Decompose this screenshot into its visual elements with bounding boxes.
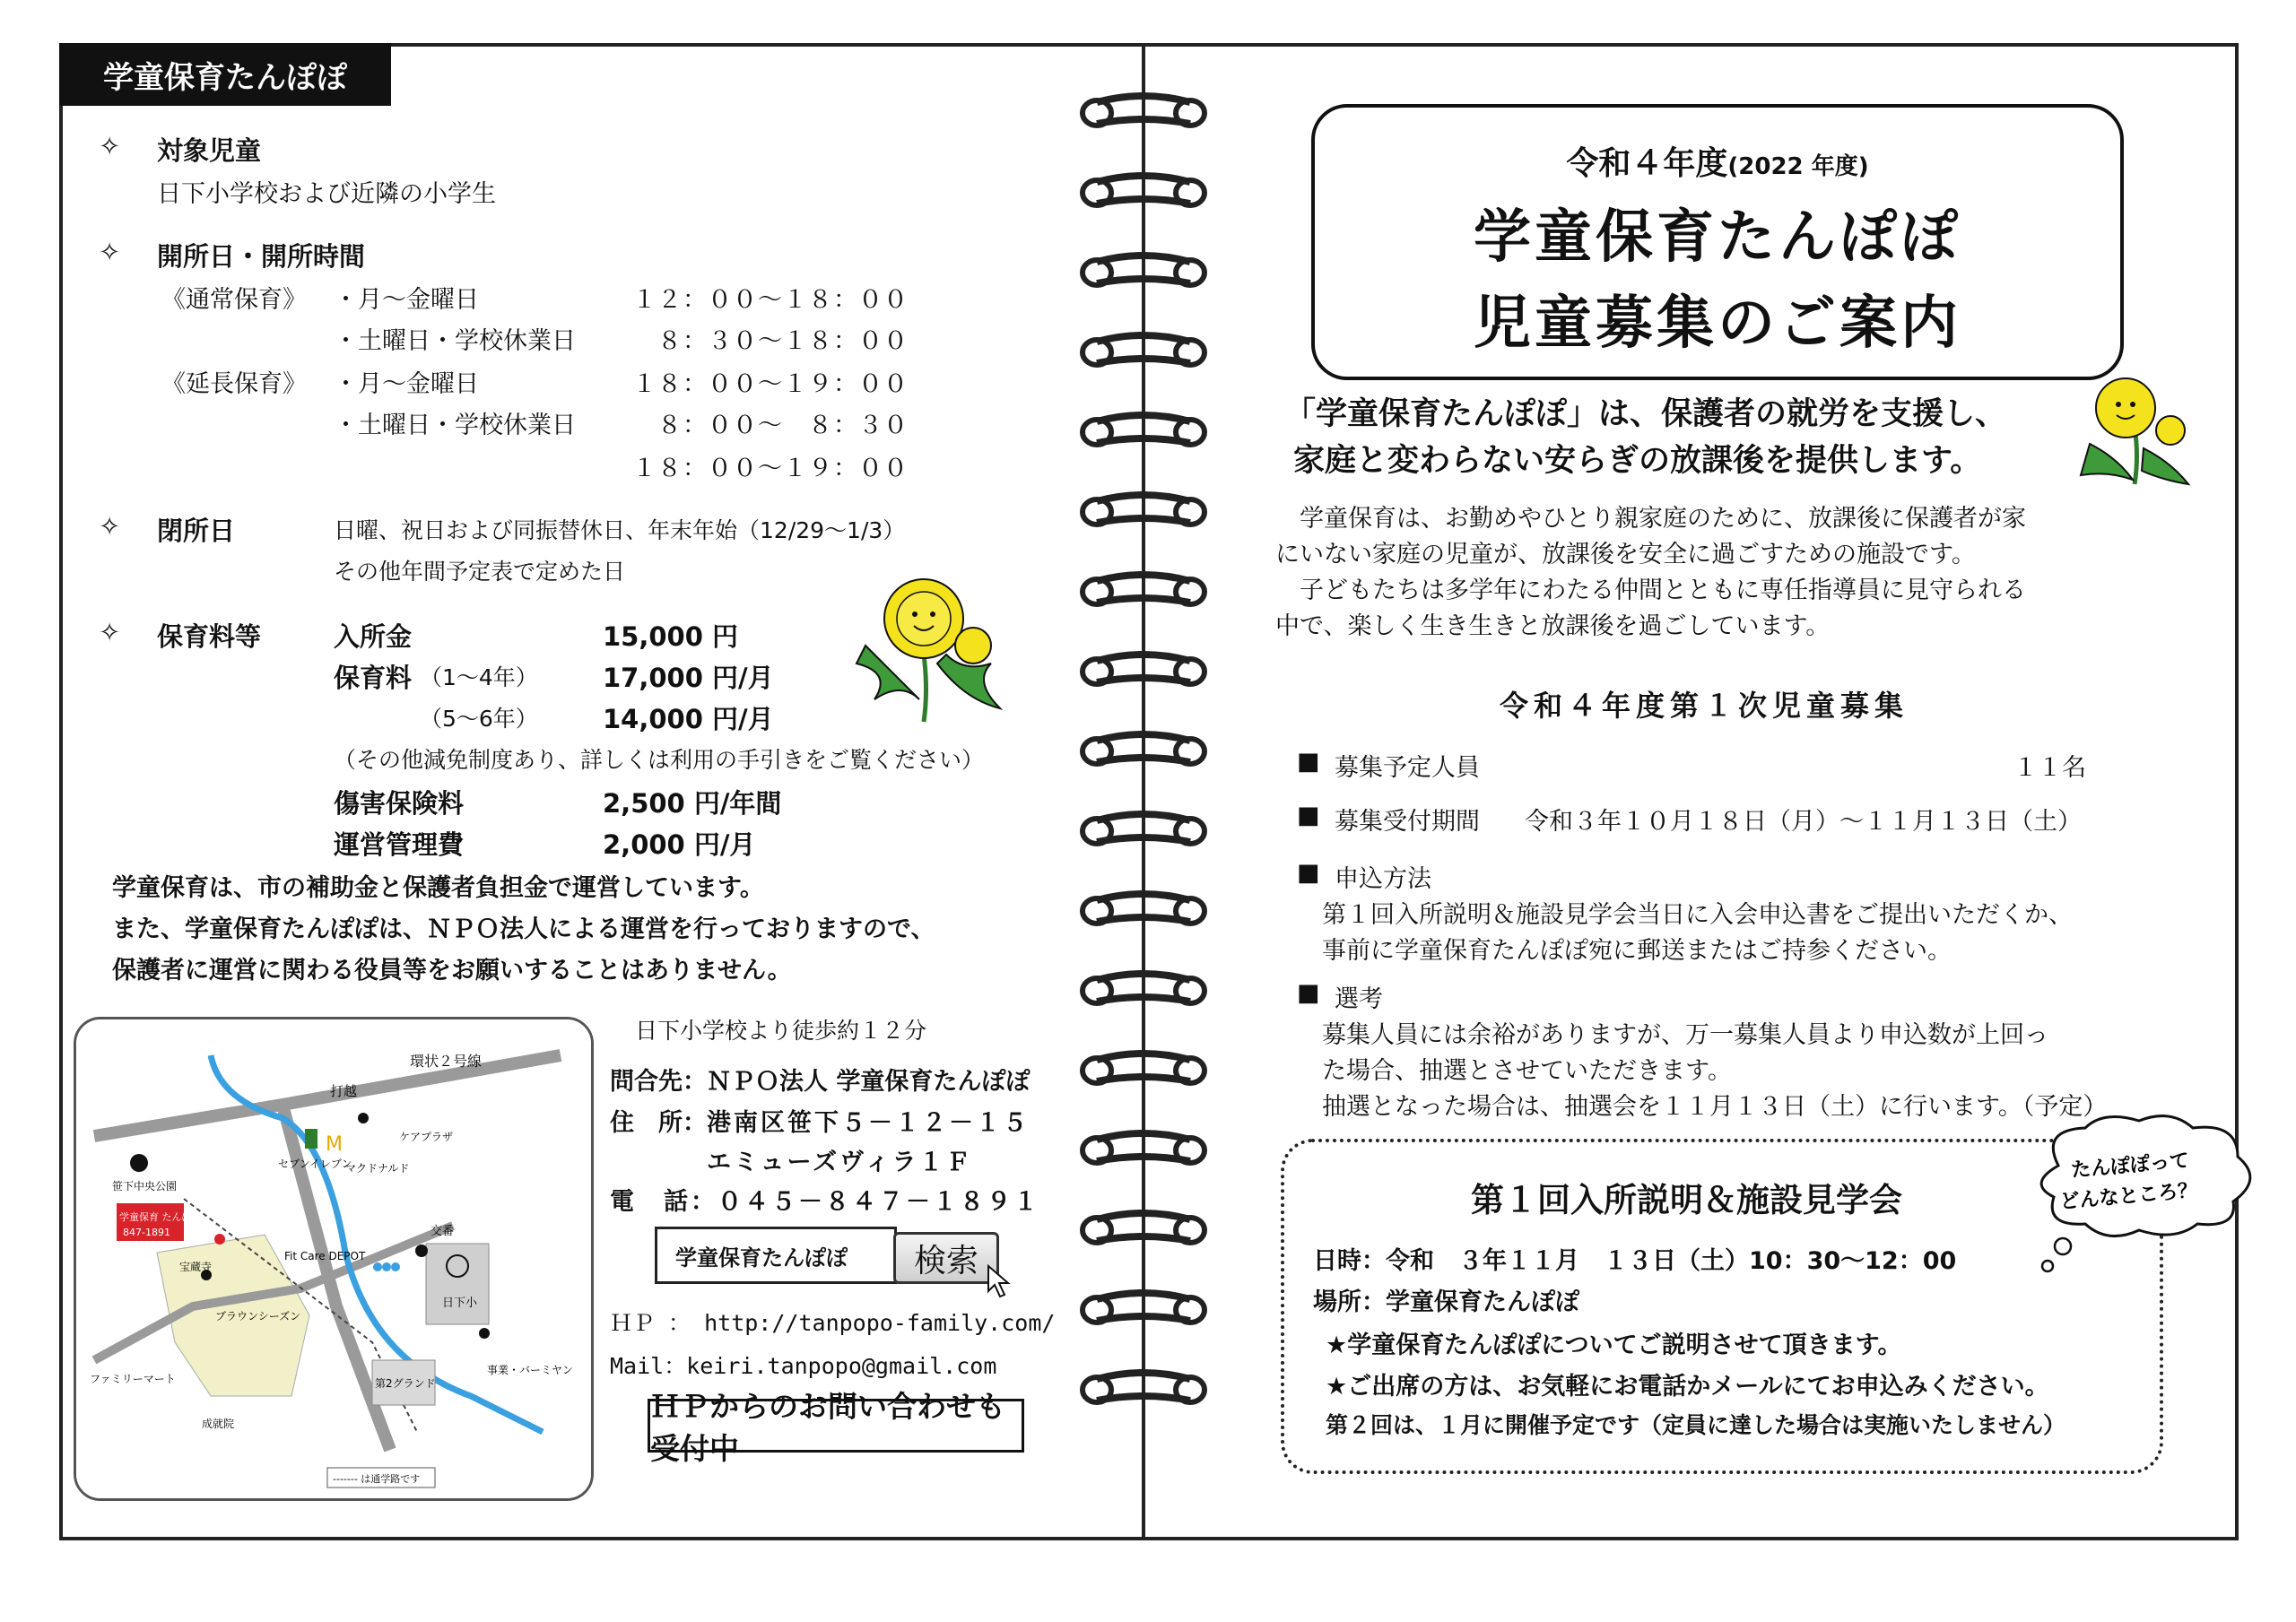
- map-label-brown: ブラウンシーズン: [215, 1310, 301, 1323]
- grade1-value: 17,000 円/月: [603, 663, 774, 693]
- admission-value: 15,000 円: [603, 621, 739, 652]
- hp-url[interactable]: ＨＰ ： http://tanpopo-family.com/: [610, 1310, 1056, 1336]
- map-label-ground: 第2グランド: [375, 1377, 436, 1390]
- title-box: [1311, 104, 2124, 380]
- grade2-label: （5～6年）: [420, 706, 538, 732]
- title-year-paren: (2022 年度): [1727, 153, 1869, 180]
- map-label-fitcare: Fit Care DEPOT: [284, 1250, 366, 1262]
- childcare-label: 保育料: [334, 663, 413, 693]
- contact-address1: 港南区笹下５－１２－１５: [707, 1109, 1030, 1137]
- hours-heading: 開所日・開所時間: [157, 241, 366, 272]
- closed-line2: その他年間予定表で定めた日: [334, 559, 626, 585]
- contact-address2: エミューズヴィラ１Ｆ: [707, 1149, 973, 1176]
- event-place: 場所：学童保育たんぽぽ: [1313, 1288, 1579, 1316]
- hours-time: １８：００～１９：００: [632, 370, 909, 398]
- grade2-value: 14,000 円/月: [603, 704, 774, 734]
- event-datetime: 日時：令和 ３年１１月 １３日（土）10：30～12：00: [1313, 1247, 1957, 1275]
- hours-day: ・土曜日・学校休業日: [334, 412, 576, 439]
- map-label-park: 笹下中央公園: [112, 1180, 178, 1193]
- intro-line: 子どもたちは多学年にわたる仲間とともに専任指導員に見守られる: [1275, 577, 2026, 604]
- selection-line: 募集人員には余裕がありますが、万一募集人員より申込数が上回っ: [1322, 1021, 2048, 1049]
- map-label-tanpopo: 学童保育 たんぽぽ: [119, 1211, 202, 1223]
- map-drawing: [76, 1019, 594, 1501]
- notice-line: 学童保育は、市の補助金と保護者負担金で運営しています。: [112, 874, 764, 902]
- map-label-temple2: 成就院: [202, 1418, 235, 1430]
- access-map: [74, 1017, 594, 1501]
- walk-time: 日下小学校より徒歩約１２分: [635, 1018, 927, 1044]
- bubble-line2: どんなところ？: [2058, 1179, 2199, 1214]
- capacity-value: １１名: [2013, 754, 2086, 782]
- map-label-temple1: 宝蔵寺: [179, 1261, 213, 1273]
- mail-address[interactable]: Mail：keiri.tanpopo@gmail.com: [610, 1353, 997, 1379]
- event-next: 第２回は、１月に開催予定です（定員に達した場合は実施いたしません）: [1326, 1412, 2066, 1438]
- search-input[interactable]: 学童保育たんぽぽ: [655, 1227, 897, 1284]
- map-label-tanpopo-tel: 847-1891: [123, 1227, 170, 1238]
- selection-line: た場合、抽選とさせていただきます。: [1322, 1057, 1732, 1085]
- map-label-junction: 打越: [330, 1083, 358, 1099]
- title-line1: 学童保育たんぽぽ: [1474, 204, 1961, 271]
- map-label-seven: セブンイレブン: [278, 1158, 352, 1170]
- period-value: 令和３年１０月１８日（月）～１１月１３日（土）: [1525, 808, 2082, 836]
- contact-tel: 電 話：０４５－８４７－１８９１: [610, 1188, 1040, 1216]
- method-line: 事前に学童保育たんぽぽ宛に郵送またはご持参ください。: [1322, 937, 1952, 965]
- map-legend: ------- は通学路です: [333, 1473, 421, 1485]
- speech-bubble: [2022, 1112, 2265, 1291]
- closed-line1: 日曜、祝日および同振替休日、年末年始（12/29～1/3）: [334, 517, 906, 543]
- contact-address-label: 住 所：: [610, 1109, 707, 1137]
- contact-inquiry: 問合先：ＮＰＯ法人 学童保育たんぽぽ: [610, 1068, 1031, 1096]
- bullet-icon: ✧: [99, 237, 121, 267]
- event-point1: ★学童保育たんぽぽについてご説明させて頂きます。: [1326, 1331, 1902, 1359]
- period-label: 募集受付期間: [1335, 808, 1480, 836]
- square-bullet-icon: ■: [1297, 979, 1320, 1007]
- header-tag: 学童保育たんぽぽ: [59, 43, 391, 106]
- management-value: 2,000 円/月: [603, 829, 756, 860]
- bullet-icon: ✧: [99, 131, 121, 161]
- extended-label: 《延長保育》: [161, 370, 307, 398]
- method-line: 第１回入所説明＆施設見学会当日に入会申込書をご提出いただくか、: [1322, 901, 2073, 929]
- hours-day: ・月～金曜日: [334, 286, 479, 314]
- insurance-label: 傷害保険料: [334, 788, 465, 819]
- hours-day: ・土曜日・学校休業日: [334, 327, 576, 355]
- recruit-heading: 令和４年度第１次児童募集: [1500, 689, 1909, 723]
- dandelion-illustration: [839, 565, 1018, 726]
- grade1-label: （1～4年）: [420, 664, 538, 690]
- closed-heading: 閉所日: [157, 516, 236, 546]
- hours-time: １２：００～１８：００: [632, 286, 909, 314]
- target-heading: 対象児童: [157, 135, 262, 166]
- hours-day: ・月～金曜日: [334, 370, 479, 398]
- bullet-icon: ✧: [99, 511, 121, 542]
- map-label-route: 環状２号線: [410, 1053, 483, 1070]
- lead-line1: 「学童保育たんぽぽ」は、保護者の就労を支援し、: [1284, 396, 2007, 432]
- bubble-line1: たんぽぽって: [2070, 1149, 2190, 1183]
- method-label: 申込方法: [1335, 865, 1431, 893]
- cursor-icon: [987, 1264, 1013, 1300]
- insurance-value: 2,500 円/年間: [603, 788, 782, 819]
- map-label-koban: 交番: [430, 1225, 455, 1238]
- target-text: 日下小学校および近隣の小学生: [157, 180, 496, 208]
- map-label-mcd: マクドナルド: [345, 1162, 410, 1175]
- hours-time: １８：００～１９：００: [632, 455, 909, 482]
- event-point2: ★ご出席の方は、お気軽にお電話かメールにてお申込みください。: [1326, 1373, 2049, 1401]
- map-label-shop: 事業・バーミヤン: [487, 1364, 573, 1376]
- square-bullet-icon: ■: [1297, 802, 1320, 829]
- notice-line: また、学童保育たんぽぽは、ＮＰＯ法人による運営を行っておりますので、: [112, 915, 935, 943]
- hp-inquiry-banner: ＨＰからのお問い合わせも受付中: [648, 1399, 1024, 1453]
- management-label: 運営管理費: [334, 829, 465, 860]
- bullet-icon: ✧: [99, 617, 121, 647]
- fees-heading: 保育料等: [157, 621, 262, 652]
- capacity-label: 募集予定人員: [1335, 754, 1480, 782]
- map-label-school: 日下小: [442, 1297, 478, 1310]
- svg-text:M: M: [326, 1133, 343, 1156]
- selection-label: 選考: [1335, 985, 1383, 1013]
- map-label-careplaza: ケアプラザ: [399, 1131, 454, 1143]
- search-button[interactable]: 検索: [893, 1232, 999, 1284]
- selection-line: 抽選となった場合は、抽選会を１１月１３日（土）に行います。（予定）: [1322, 1093, 2108, 1121]
- notice-line: 保護者に運営に関わる役員等をお願いすることはありません。: [112, 957, 792, 984]
- intro-line: にいない家庭の児童が、放課後を安全に過ごすための施設です。: [1275, 541, 1976, 568]
- intro-line: 学童保育は、お勤めやひとり親家庭のために、放課後に保護者が家: [1275, 505, 2026, 533]
- regular-label: 《通常保育》: [161, 286, 307, 314]
- title-year: 令和４年度: [1566, 145, 1728, 182]
- admission-label: 入所金: [334, 621, 413, 652]
- lead-line2: 家庭と変わらない安らぎの放課後を提供します。: [1293, 443, 1982, 479]
- hours-time: ８：３０～１８：００: [632, 327, 909, 355]
- dandelion-illustration: [2072, 372, 2197, 489]
- square-bullet-icon: ■: [1297, 859, 1320, 887]
- hours-time: ８：００～ ８：３０: [632, 412, 909, 439]
- map-label-family: ファミリーマート: [90, 1373, 176, 1385]
- event-heading: 第１回入所説明＆施設見学会: [1471, 1181, 1902, 1219]
- spiral-binding: [1072, 43, 1215, 1540]
- title-line2: 児童募集のご案内: [1474, 291, 1961, 357]
- square-bullet-icon: ■: [1297, 748, 1320, 776]
- fees-note: （その他減免制度あり、詳しくは利用の手引きをご覧ください）: [334, 747, 985, 773]
- intro-line: 中で、楽しく生き生きと放課後を過ごしています。: [1275, 612, 1831, 640]
